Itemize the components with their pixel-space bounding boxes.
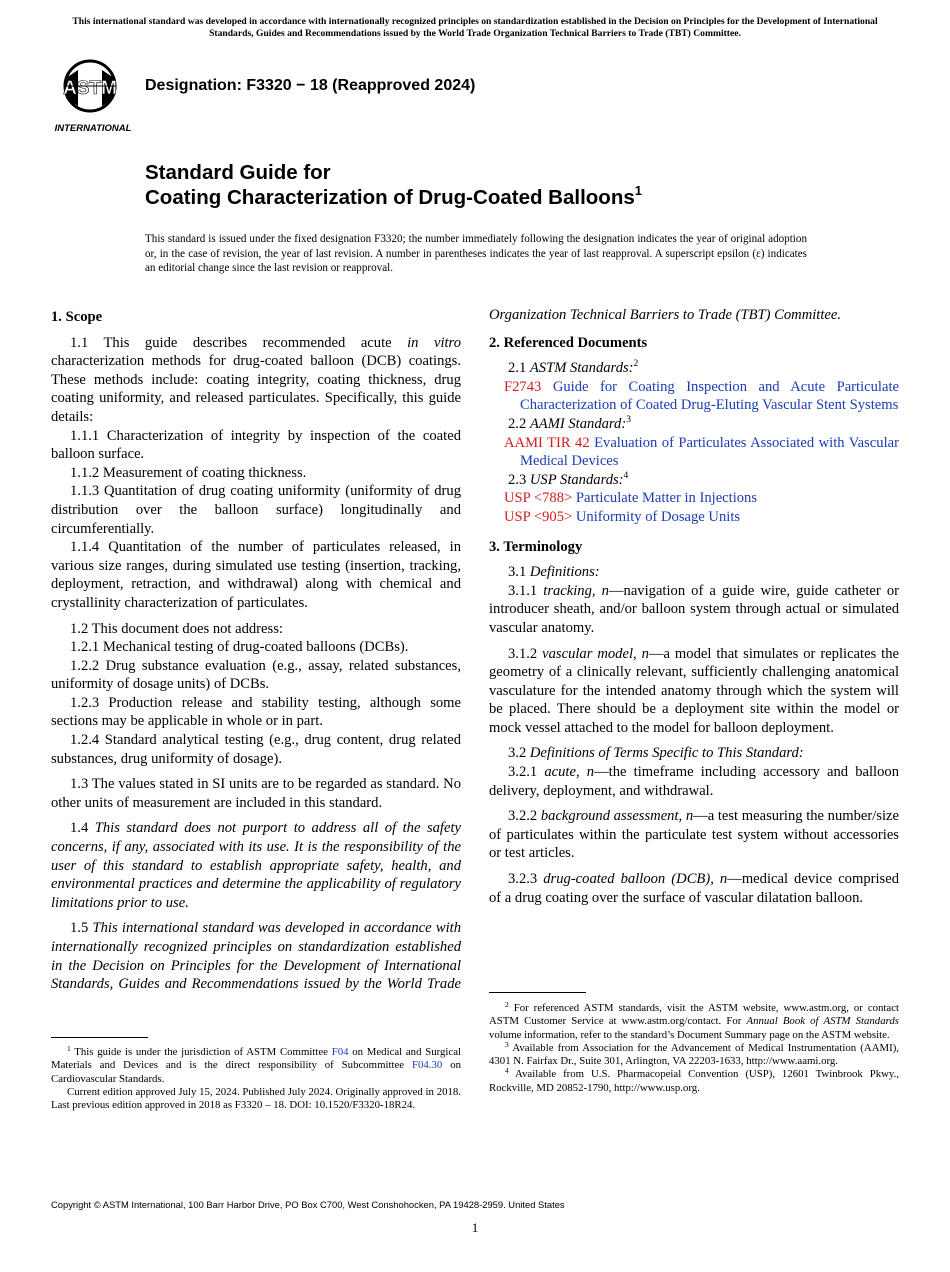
astm-standards-label: 2.1 ASTM Standards:$^2$ [508, 359, 639, 377]
title-line-1: Standard Guide for [145, 161, 331, 184]
paragraph-1-5-continued: Organization Technical Barriers to Trade (TBT) Committee. [489, 307, 842, 323]
paragraph-1-2-4: 1.2.4 Standard analytical testing (e.g., drug content, drug related substances, drug uniformity of dosage). [51, 732, 461, 767]
paragraph-1-1-3: 1.1.3 Quantitation of drug coating uniformity (uniformity of drug distribution over the balloon surface) longitudinally and circumferentially. [51, 483, 461, 537]
paragraph-1-5: 1.5 This international standard was developed in accordance with internationally recognized principles on standardization established in the Decision on Principles for the Development of International Standards, Guides and Recommendations issued by the World Trade [51, 920, 462, 993]
footnote-divider-left [51, 1037, 148, 1038]
definition-3-2-3: 3.2.3 drug-coated balloon (DCB), n—medical device comprised of a drug coating over the surface of vascular dilatation balloon. [489, 871, 899, 906]
definitions-label: 3.1 Definitions: [508, 564, 600, 581]
astm-international-logo-icon [52, 56, 136, 134]
reference-f2743[interactable]: F2743 Guide for Coating Inspection and Acute Particulate Characterization of Coated Drug-Eluting Vascular Stent Systems [504, 378, 899, 414]
section-heading-terminology: 3. Terminology [489, 538, 583, 555]
footnote-3: $^3$ Available from Association for the Advancement of Medical Instrumentation (AAMI), 4301 N. Fairfax Dr., Suite 301, Arlington, VA 22203-1633, http://www.aami.org. [489, 1039, 899, 1068]
title-line-2: Coating Characterization of Drug-Coated Balloons [145, 186, 635, 209]
aami-standard-label: 2.2 AAMI Standard:$^3$ [508, 414, 631, 432]
link-f04[interactable]: F04 [331, 1046, 349, 1058]
paragraph-1-2-1: 1.2.1 Mechanical testing of drug-coated balloons (DCBs). [70, 639, 409, 656]
footnote-1: $^1$ This guide is under the jurisdiction of ASTM Committee F04 on Medical and Surgical Materials and Devices and is the direct responsibility of Subcommittee F04.30 on Cardiovascular Standards. [51, 1044, 462, 1085]
left-column [51, 306, 461, 994]
paragraph-1-1: 1.1 This guide describes recommended acute in vitro characterization methods for drug-coated balloon (DCB) coatings. These methods include: coating integrity, coating thickness, drug coating uniformity, and released particulates. Specifically, this guide details: [51, 334, 461, 425]
copyright-notice: Copyright © ASTM International, 100 Barr Harbor Drive, PO Box C700, West Conshohocken, PA 19428-2959. United States [51, 1199, 565, 1210]
paragraph-1-3: 1.3 The values stated in SI units are to be regarded as standard. No other units of measurement are included in this standard. [51, 776, 461, 811]
title-footnote-mark: 1 [634, 183, 642, 198]
link-f04-30[interactable]: F04.30 [411, 1059, 443, 1072]
usp-standards-label: 2.3 USP Standards:$^4$ [508, 470, 629, 488]
footnote-divider-right [489, 992, 586, 993]
definition-3-2-1: 3.2.1 acute, n—the timeframe including accessory and balloon delivery, deployment, and withdrawal. [489, 764, 899, 799]
paragraph-1-2-2: 1.2.2 Drug substance evaluation (e.g., assay, related substances, uniformity of dosage units) of DCBs. [51, 657, 461, 693]
right-column [489, 306, 899, 907]
reference-usp-905[interactable]: USP <905> Uniformity of Dosage Units [504, 508, 741, 525]
logo-text: INTERNATIONAL [54, 123, 132, 134]
page-number: 1 [471, 1220, 479, 1235]
definitions-specific-label: 3.2 Definitions of Terms Specific to This Standard: [508, 745, 804, 762]
paragraph-1-2: 1.2 This document does not address: [70, 620, 283, 637]
designation: Designation: F3320 − 18 (Reapproved 2024) [145, 77, 476, 94]
issuance-statement: This standard is issued under the fixed designation F3320; the number immediately following the designation indicates the year of original adoption or, in the case of revision, the year of last revision. A number in parentheses indicates the year of last reapproval. A superscript epsilon (ε) indicates an editorial change since the last revision or reapproval. [145, 233, 807, 274]
footnote-2: $^2$ For referenced ASTM standards, visit the ASTM website, www.astm.org, or contact ASTM Customer Service at www.astm.org/contact. For Annual Book of ASTM Standards volume information, refer to the standard’s Document Summary page on the ASTM website. [489, 1000, 899, 1041]
svg-text:ASTM: ASTM [63, 78, 117, 99]
top-notice: This international standard was developed in accordance with internationally recognized principles on standardization established in the Decision on Principles for the Development of International Standards, Guides and Recommendations issued by the World Trade Organization Technical Barriers to Trade (TBT) Committee. [72, 16, 878, 39]
paragraph-1-1-1: 1.1.1 Characterization of integrity by inspection of the coated balloon surface. [51, 427, 461, 463]
footnote-4: $^4$ Available from U.S. Pharmacopeial Convention (USP), 12601 Twinbrook Pkwy., Rockville, MD 20852-1790, http://www.usp.org. [489, 1066, 899, 1094]
paragraph-1-1-4: 1.1.4 Quantitation of the number of particulates released, in various size ranges, during simulated use testing (insertion, tracking, deployment, retraction, and withdrawal) along with chemical and crystallinity characterization of particulates. [51, 539, 461, 611]
footnotes-right [489, 1002, 899, 1095]
document-title [145, 160, 642, 210]
section-heading-scope: 1. Scope [51, 309, 103, 325]
footnote-1-edition: Current edition approved July 15, 2024. Published July 2024. Originally approved in 2018. Last previous edition approved in 2018 as F3320 – 18. DOI: 10.1520/F3320-18R24. [51, 1085, 461, 1112]
definition-3-1-2: 3.1.2 vascular model, n—a model that simulates or replicates the geometry of a clinically relevant, sufficiently challenging anatomical vasculature for the intended anatomy through which the system will be placed. There should be a deployment site within the model or mock vessel attached to the model for balloon deployment. [489, 645, 900, 736]
footnotes-left [51, 1046, 461, 1112]
reference-aami-tir-42[interactable]: AAMI TIR 42 Evaluation of Particulates Associated with Vascular Medical Devices [504, 434, 899, 470]
definition-3-2-2: 3.2.2 background assessment, n—a test measuring the number/size of particulates within the particulate test system without accessories or test articles. [489, 808, 899, 862]
paragraph-1-2-3: 1.2.3 Production release and stability testing, although some sections may be applicable in whole or in part. [51, 694, 461, 730]
reference-usp-788[interactable]: USP <788> Particulate Matter in Injections [504, 490, 758, 507]
section-heading-referenced-documents: 2. Referenced Documents [489, 334, 648, 351]
paragraph-1-1-2: 1.1.2 Measurement of coating thickness. [70, 464, 307, 481]
definition-3-1-1: 3.1.1 tracking, n—navigation of a guide wire, guide catheter or introducer sheath, and/or balloon system through actual or simulated vascular anatomy. [489, 582, 899, 636]
paragraph-1-4: 1.4 This standard does not purport to address all of the safety concerns, if any, associated with its use. It is the responsibility of the user of this standard to establish appropriate safety, health, and environmental practices and determine the applicability of regulatory limitations prior to use. [51, 820, 461, 911]
